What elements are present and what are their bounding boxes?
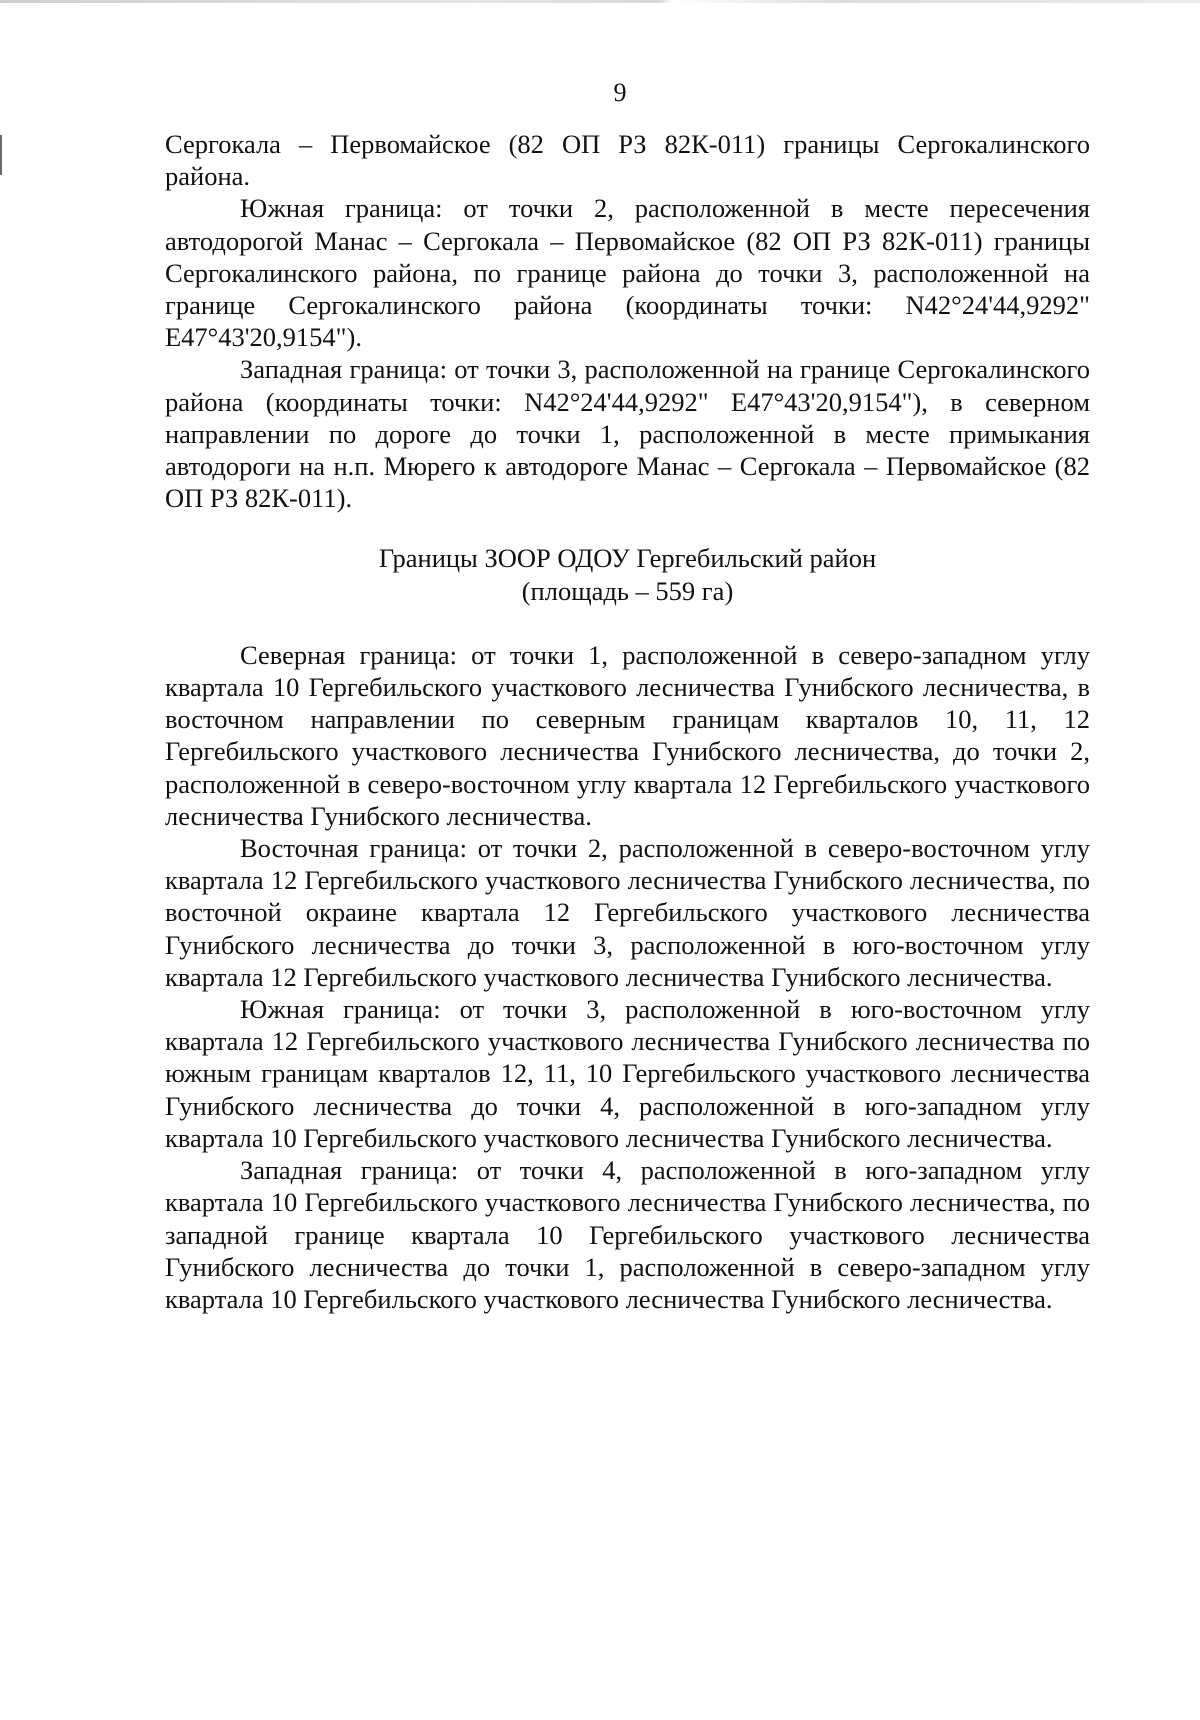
paragraph-south-border-2: Южная граница: от точки 3, расположенной в юго-восточном углу квартала 12 Гергебильского участкового лесничества Гунибского лесничества по южным границам кварталов 12, 11, 10 Гергебильского участкового лесничества Гунибского лесничества до точки 4, расположенной в юго-западном углу квартала 10 Гергебильского участкового лесничества Гунибского лесничества. xyxy=(165,994,1090,1153)
paragraph-north-border: Северная граница: от точки 1, расположенной в северо-западном углу квартала 10 Гергебильского участкового лесничества Гунибского лесничества, в восточном направлении по северным границам кварталов 10, 11, 12 Гергебильского участкового лесничества Гунибского лесничества, до точки 2, расположенной в северо-восточном углу квартала 12 Гергебильского участкового лесничества Гунибского лесничества. xyxy=(165,639,1090,831)
scan-edge-top xyxy=(0,0,1200,3)
section-title-line: Границы ЗООР ОДОУ Гергебильский район xyxy=(378,543,877,574)
paragraph-south-border-1: Южная граница: от точки 2, расположенной в месте пересечения автодорогой Манас – Сергокала – Первомайское (82 ОП РЗ 82К-011) границы Сергокалинского района, по границе района до точки 3, расположенной на границе Сергокалинского района (координаты точки: N42°24'44,9292" E47°43'20,9154"). xyxy=(165,193,1090,353)
paragraph-west-border-1: Западная граница: от точки 3, расположенной на границе Сергокалинского района (координаты точки: N42°24'44,9292" E47°43'20,9154"), в северном направлении по дороге до точки 1, расположенной в месте примыкания автодороги на н.п. Мюрего к автодороге Манас – Сергокала – Первомайское (82 ОП РЗ 82К-011). xyxy=(165,354,1090,514)
paragraph-east-border: Восточная граница: от точки 2, расположенной в северо-восточном углу квартала 12 Гергебильского участкового лесничества Гунибского лесничества, по восточной окраине квартала 12 Гергебильского участкового лесничества Гунибского лесничества до точки 3, расположенной в юго-восточном углу квартала 12 Гергебильского участкового лесничества Гунибского лесничества. xyxy=(165,833,1090,992)
paragraph-west-border-2: Западная граница: от точки 4, расположенной в юго-западном углу квартала 10 Гергебильского участкового лесничества Гунибского лесничества, по западной границе квартала 10 Гергебильского участкового лесничества Гунибского лесничества до точки 1, расположенной в северо-западном углу квартала 10 Гергебильского участкового лесничества Гунибского лесничества. xyxy=(165,1155,1090,1314)
page-number: 9 xyxy=(613,78,627,107)
section-title xyxy=(165,542,1090,606)
scan-mark-left xyxy=(0,135,2,175)
paragraph-continuation: Сергокала – Первомайское (82 ОП РЗ 82К-011) границы Сергокалинского района. xyxy=(165,129,1090,192)
section-gap xyxy=(165,607,1090,639)
section-area-line: (площадь – 559 га) xyxy=(521,575,734,606)
document-body xyxy=(165,128,1090,1315)
